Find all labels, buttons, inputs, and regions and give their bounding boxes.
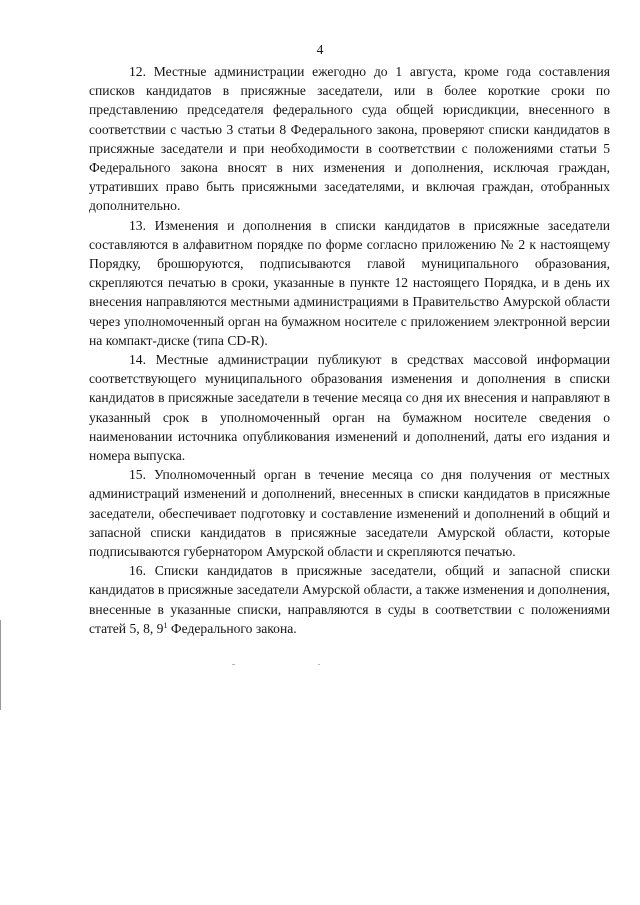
paragraph-13: 13. Изменения и дополнения в списки кандидатов в присяжные заседатели составляются в алфавитном порядке по форме согласно приложению № 2 к настоящему Порядку, брошюруются, подписываются главой муниципального образования, скрепляются печатью в сроки, указанные в пункте 12 настоящего Порядка, и в день их внесения направляются местными администрациями в Правительство Амурской области через уполномоченный орган на бумажном носителе с приложением электронной версии на компакт-диске (типа CD-R). (89, 217, 610, 348)
paragraph-14: 14. Местные администрации публикуют в средствах массовой информации соответствующего муниципального образования изменения и дополнения в списки кандидатов в присяжные заседатели в течение месяца со дня их внесения и направляют в указанный срок в уполномоченный орган на бумажном носителе сведения о наименовании источника опубликования изменений и дополнений, даты его издания и номера выпуска. (89, 352, 610, 464)
article-superscript: 1 (163, 620, 168, 630)
page-number: 4 (316, 42, 324, 57)
paragraph-16 (89, 561, 610, 638)
paragraph-16-text: 16. Списки кандидатов в присяжные заседатели, общий и запасной списки кандидатов в присяжные заседатели Амурской области, а также изменения и дополнения, внесенные в указанные списки, направляются в суды в соответствии с положениями статей 5, 8, 9 (89, 563, 610, 636)
paragraph-12: 12. Местные администрации ежегодно до 1 августа, кроме года составления списков кандидатов в присяжные заседатели, или в более короткие сроки по представлению председателя федерального суда общей юрисдикции, внесенного в соответствии с частью 3 статьи 8 Федерального закона, проверяют списки кандидатов в присяжные заседатели и при необходимости в соответствии с положениями статьи 5 Федерального закона вносят в них изменения и дополнения, исключая граждан, утративших право быть присяжными заседателями, и включая граждан, отобранных дополнительно. (89, 64, 610, 214)
scan-speck (232, 664, 235, 665)
scan-edge-mark (0, 620, 1, 710)
paragraph-15: 15. Уполномоченный орган в течение месяца со дня получения от местных администраций изменений и дополнений, внесенных в списки кандидатов в присяжные заседатели, обеспечивает подготовку и составление изменений и дополнений в общий и запасной списки кандидатов в присяжные заседатели Амурской области, которые подписываются губернатором Амурской области и скрепляются печатью. (89, 467, 610, 560)
scan-speck (318, 664, 320, 665)
document-body (89, 62, 610, 638)
paragraph-16-ending: Федерального закона. (167, 620, 297, 636)
